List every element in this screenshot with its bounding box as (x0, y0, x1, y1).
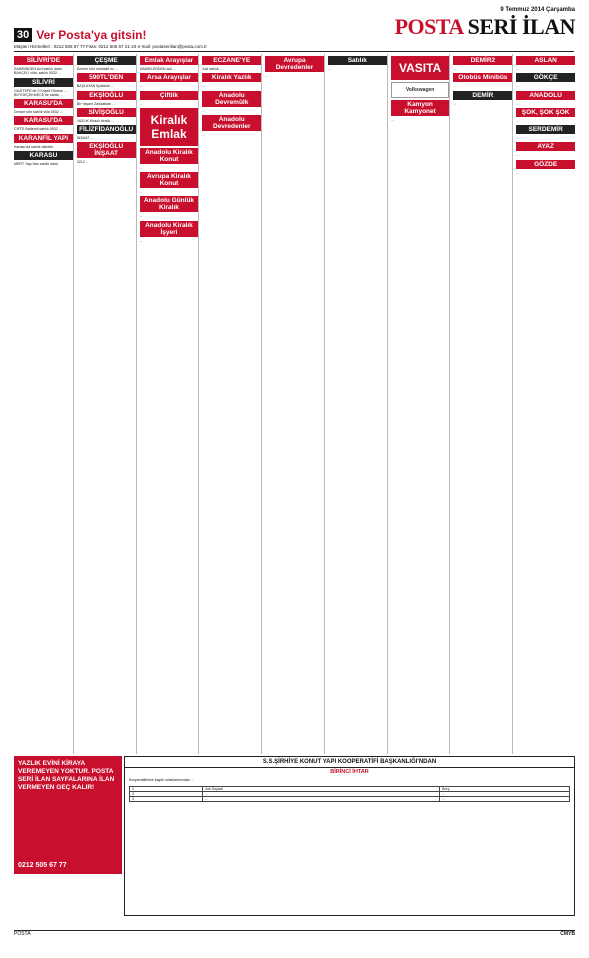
slogan: Ver Posta'ya gitsin! (36, 28, 147, 42)
column-5: Avrupa Devredenler ... (265, 54, 325, 754)
table-row: 3 ... ... (130, 797, 570, 802)
table-row: 1 Adı Soyadı Borç (130, 787, 570, 792)
notice-box: S.S.ŞİRHİYE KONUT YAPI KOOPERATİFİ BAŞKANLIĞI'NDAN BİRİNCİ İHTAR Kooperatifimize kayıtlı ortaklarımızdan ... 1 Adı Soyadı Borç 2 ... ... 3 ... ... (124, 756, 575, 916)
page-number: 30 (14, 28, 32, 42)
brand-logo: POSTA SERİ İLAN (394, 14, 575, 39)
column-2: ÇEŞME Denize sıfır müstakil ev ... 590TL'DEN BAŞLAYAN fiyatlarla ... EKŞİOĞLU Bir Yaşam Zanaatkarı ... SİVİŞOĞLU YAZLIK Kirazlı kiralık ... FİLİZFİDANOĞLU İNŞAAT ... EKŞİOĞLU İNŞAAT 0212 ... (77, 54, 137, 754)
columns (14, 54, 575, 754)
page-footer: POSTA CMYB (14, 931, 575, 937)
table-row: 2 ... ... (130, 792, 570, 797)
contact-line: Müşteri Hizmetleri : 0212 505 67 77 Faks: 0212 505 67 21-23 e-mail: postaseriilan@posta.com.tr (14, 44, 574, 52)
column-9: ASLAN ... GÖKÇE ... ANADOLU ... ŞOK, ŞOK ŞOK ... SERDEMİR ... AYAZ ... GÖZDE ... (516, 54, 575, 754)
page-bar (14, 28, 234, 42)
volkswagen-logo: Volkswagen (391, 82, 450, 98)
column-8: DEMİR2 ... Otobüs Minibüs ... DEMİR ... (453, 54, 513, 754)
promo-box: YAZLIK EVİNİ KİRAYA VEREMEYEN YOKTUR. POSTA SERİ İLAN SAYFALARINA İLAN VERMEYEN GEÇ KALIR! 0212 505 67 77 (14, 756, 122, 874)
column-6: Satılık ... (328, 54, 388, 754)
column-1: SİLİVRİ'DE SAHİBİNDEN Acil satılık daire. BAHÇELİ villa, satılık 0532 ... SİLİVRİ GAZİTEPE'de 3 Köşeli Otoban ... BÜYÜKÇEKMECE'de satılık ... KARASU'DA Denize sıfır satılık villa 0532 ... KARASU'DA CİFTE Bademli satılık 0532 ... KARANFİL YAPI Karasu'da satılık daireler KARASU MERT Yapı'dan satılık daire (14, 54, 74, 754)
column-4: ECZANE'YE Acil satılık ... Kiralık Yazlık ... Anadolu Devremülk ... Anadolu Devredenler ... (202, 54, 262, 754)
issue-date: 9 Temmuz 2014 Çarşamba (500, 7, 575, 13)
column-3: Emlak Arayışlar DAİMELERDEN acil ... Arsa Arayışlar ... Çiftlik ... Kiralık Emlak Anadolu Kiralık Konut ... Avrupa Kiralık Konut ... Anadolu Günlük Kiralık ... Anadolu Kiralık İşyeri ... (140, 54, 200, 754)
column-7: VASITA Volkswagen Kamyon Kamyonet ... (391, 54, 451, 754)
notice-table (129, 786, 570, 802)
